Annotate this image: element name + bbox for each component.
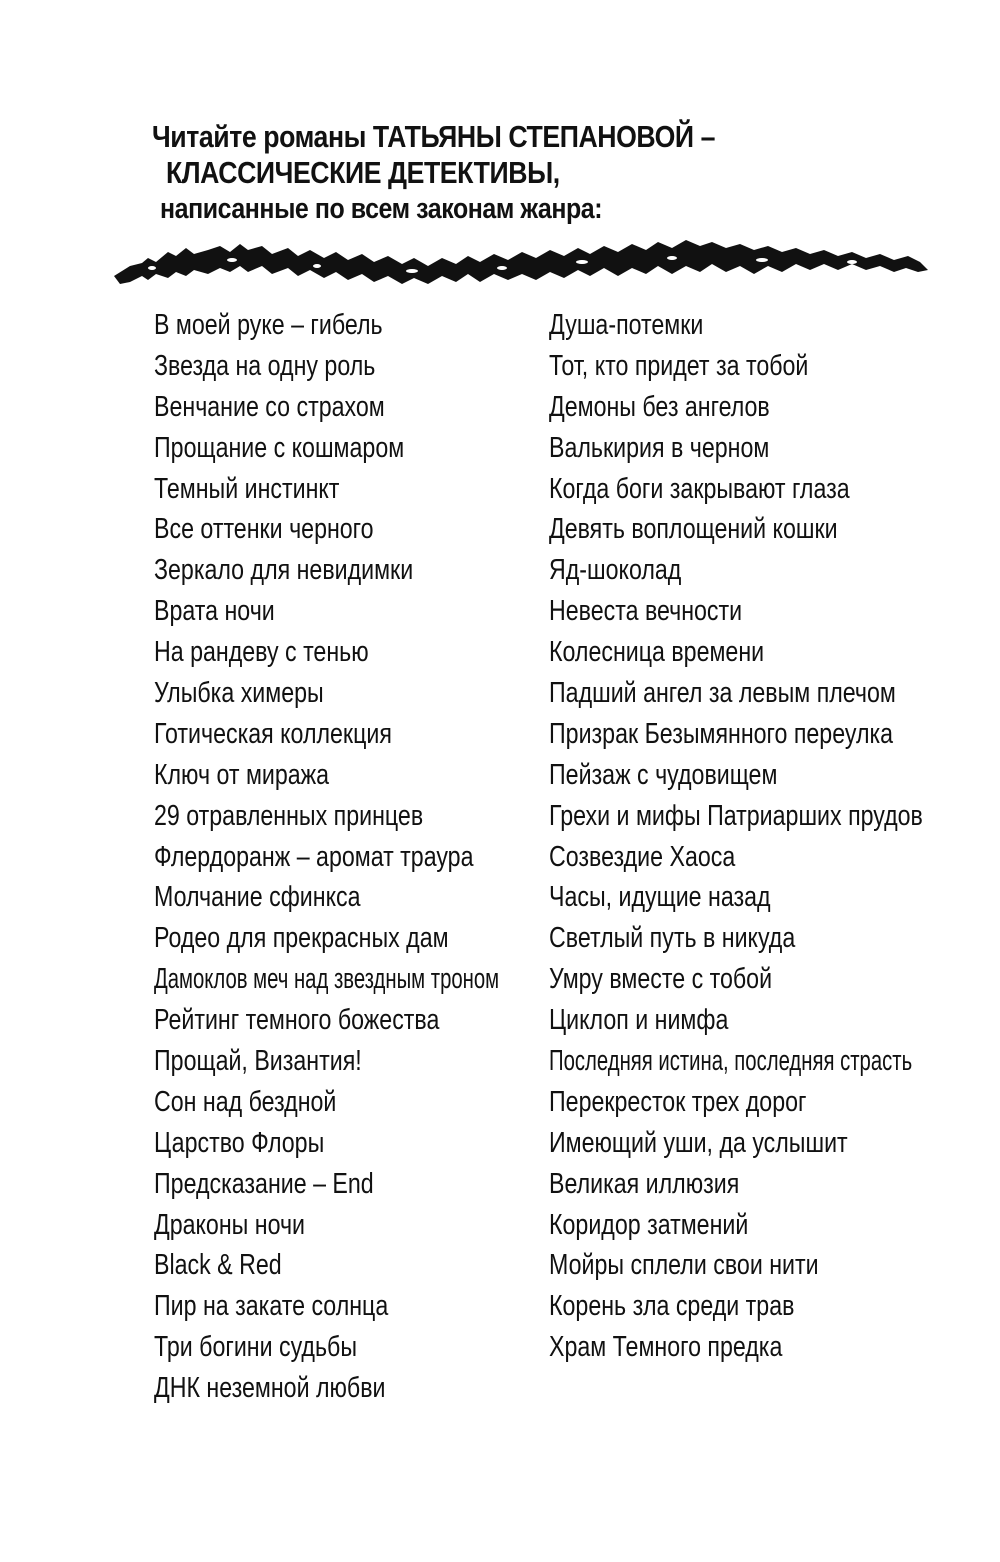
book-title: Яд-шоколад xyxy=(549,554,682,587)
book-title: Колесница времени xyxy=(549,636,765,669)
book-title: Имеющий уши, да услышит xyxy=(549,1126,848,1159)
book-title: Призрак Безымянного переулка xyxy=(549,717,894,750)
book-title: Созвездие Хаоса xyxy=(549,840,736,873)
book-title: Предсказание – End xyxy=(154,1167,374,1200)
book-title: Готическая коллекция xyxy=(154,717,392,750)
book-title: Все оттенки черного xyxy=(154,513,374,546)
book-title: Последняя истина, последняя страсть xyxy=(549,1045,913,1078)
book-title: В моей руке – гибель xyxy=(154,309,383,341)
book-title: Рейтинг темного божества xyxy=(154,1004,440,1037)
book-title: На рандеву с тенью xyxy=(154,636,369,669)
book-title: Циклоп и нимфа xyxy=(549,1004,729,1037)
book-title: Улыбка химеры xyxy=(154,677,324,710)
book-title: Девять воплощений кошки xyxy=(549,513,838,546)
book-title: Пир на закате солнца xyxy=(154,1290,389,1323)
book-title: Прощай, Византия! xyxy=(154,1045,362,1078)
book-title: Три богини судьбы xyxy=(154,1331,358,1364)
book-title: Мойры сплели свои нити xyxy=(549,1249,819,1282)
book-title: Часы, идущие назад xyxy=(549,881,771,914)
book-title: Светлый путь в никуда xyxy=(549,922,796,955)
book-title: Драконы ночи xyxy=(154,1208,306,1241)
book-title: Падший ангел за левым плечом xyxy=(549,677,896,710)
book-title: Прощание с кошмаром xyxy=(154,431,405,464)
book-title: Великая иллюзия xyxy=(549,1167,740,1200)
book-title: Храм Темного предка xyxy=(549,1331,783,1364)
book-title: Коридор затмений xyxy=(549,1208,749,1241)
book-title: Перекресток трех дорог xyxy=(549,1085,807,1118)
header-line-3: написанные по всем законам жанра: xyxy=(160,193,603,225)
book-title: Демоны без ангелов xyxy=(549,390,770,423)
book-title: Дамоклов меч над звездным троном xyxy=(154,963,500,996)
book-title: Зеркало для невидимки xyxy=(154,554,414,587)
header-line-1: Читайте романы ТАТЬЯНЫ СТЕПАНОВОЙ – xyxy=(152,119,716,154)
book-title: Грехи и мифы Патриарших прудов xyxy=(549,799,923,832)
book-title: Врата ночи xyxy=(154,595,275,628)
book-title: Царство Флоры xyxy=(154,1126,325,1159)
book-title: Темный инстинкт xyxy=(154,472,340,505)
book-title: Когда боги закрывают глаза xyxy=(549,472,850,505)
book-title: Невеста вечности xyxy=(549,595,743,628)
book-list-right xyxy=(549,305,1000,1368)
book-title: Флердоранж – аромат траура xyxy=(154,840,474,873)
book-title: Ключ от миража xyxy=(154,758,330,791)
header-line-2: КЛАССИЧЕСКИЕ ДЕТЕКТИВЫ, xyxy=(166,155,560,190)
book-title: Звезда на одну роль xyxy=(154,349,376,382)
book-title: Умру вместе с тобой xyxy=(549,963,773,996)
book-title: Родео для прекрасных дам xyxy=(154,922,449,955)
book-title: Валькирия в черном xyxy=(549,431,770,464)
book-title: Тот, кто придет за тобой xyxy=(549,349,809,382)
book-title: Black & Red xyxy=(154,1249,282,1282)
book-title: Венчание со страхом xyxy=(154,390,385,423)
book-title: Пейзаж с чудовищем xyxy=(549,758,778,791)
book-title: Сон над бездной xyxy=(154,1085,337,1118)
book-title: ДНК неземной любви xyxy=(154,1372,386,1405)
book-title: Корень зла среди трав xyxy=(549,1290,795,1323)
decorative-ink-divider xyxy=(112,236,930,290)
book-title: Душа-потемки xyxy=(549,309,704,341)
book-title: 29 отравленных принцев xyxy=(154,799,424,832)
book-title: Молчание сфинкса xyxy=(154,881,361,914)
